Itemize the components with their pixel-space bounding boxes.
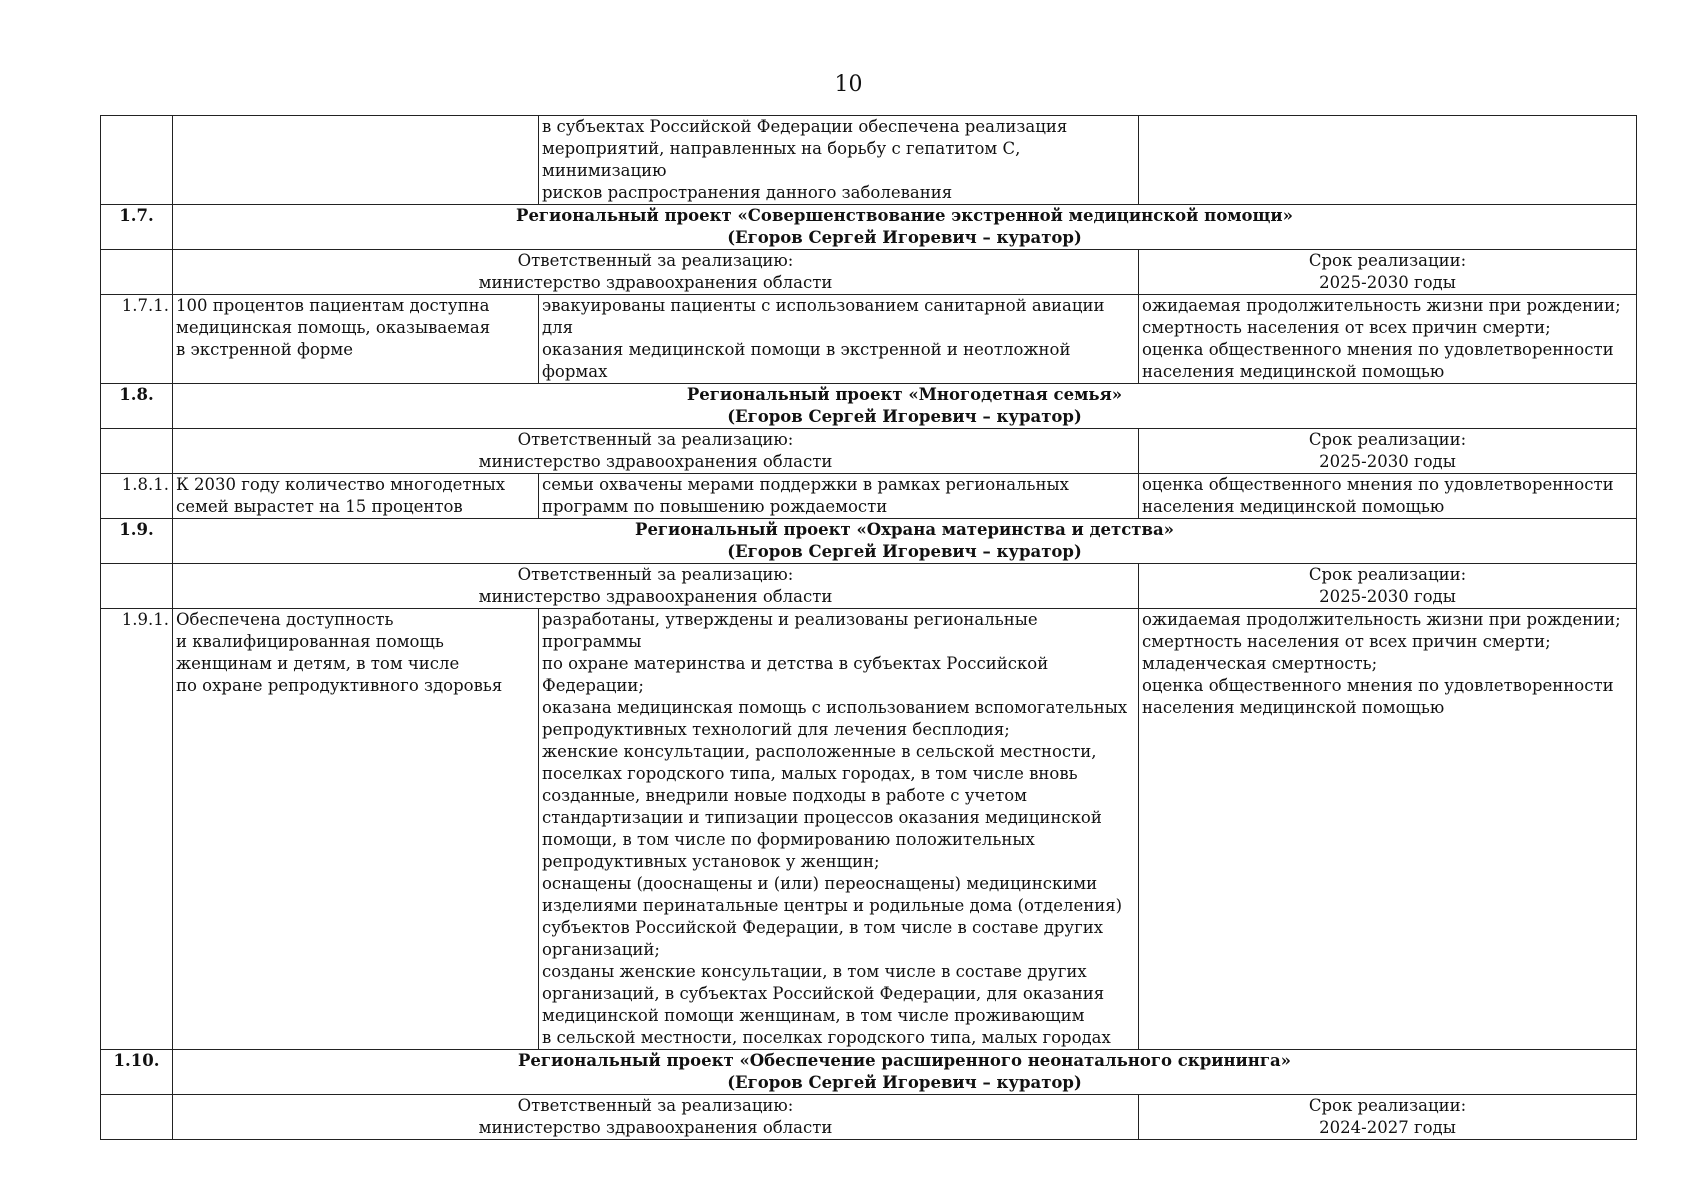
term-label: Срок реализации: [1308, 430, 1467, 449]
project-header-row [101, 1050, 1637, 1095]
project-number: 1.8. [101, 384, 173, 429]
row-number: 1.7.1. [101, 295, 173, 384]
project-curator: (Егоров Сергей Игоревич – куратор) [727, 407, 1082, 426]
project-curator: (Егоров Сергей Игоревич – куратор) [727, 1073, 1082, 1092]
result-cell: в субъектах Российской Федерации обеспечена реализация мероприятий, направленных на борьбу с гепатитом С, минимизацию рисков распространения данного заболевания [539, 116, 1139, 205]
responsible-cell [173, 1095, 1139, 1140]
project-header-row [101, 205, 1637, 250]
project-number: 1.9. [101, 519, 173, 564]
responsible-cell [173, 564, 1139, 609]
responsible-label: Ответственный за реализацию: [517, 1096, 794, 1115]
empty-cell [101, 250, 173, 295]
responsible-label: Ответственный за реализацию: [517, 565, 794, 584]
responsible-row [101, 250, 1637, 295]
number-cell [101, 116, 173, 205]
project-title-cell [173, 1050, 1637, 1095]
responsible-label: Ответственный за реализацию: [517, 430, 794, 449]
responsible-row [101, 429, 1637, 474]
indicators-cell: ожидаемая продолжительность жизни при рождении; смертность населения от всех причин смерти; оценка общественного мнения по удовлетворенности населения медицинской помощью [1139, 295, 1637, 384]
responsible-cell [173, 429, 1139, 474]
page-number: 10 [834, 72, 863, 97]
responsible-value: министерство здравоохранения области [478, 587, 833, 606]
term-cell [1139, 250, 1637, 295]
row-number: 1.8.1. [101, 474, 173, 519]
project-header-row [101, 519, 1637, 564]
responsible-cell [173, 250, 1139, 295]
term-cell [1139, 429, 1637, 474]
indicators-cell [1139, 116, 1637, 205]
task-cell: Обеспечена доступность и квалифицированная помощь женщинам и детям, в том числе по охране репродуктивного здоровья [173, 609, 539, 1050]
term-label: Срок реализации: [1308, 1096, 1467, 1115]
empty-cell [101, 564, 173, 609]
term-cell [1139, 1095, 1637, 1140]
result-cell: разработаны, утверждены и реализованы региональные программы по охране материнства и детства в субъектах Российской Федерации; оказана медицинская помощь с использованием вспомогательных репродуктивных технологий для лечения бесплодия; женские консультации, расположенные в сельской местности, поселках городского типа, малых городах, в том числе вновь созданные, внедрили новые подходы в работе с учетом стандартизации и типизации процессов оказания медицинской помощи, в том числе по формированию положительных репродуктивных установок у женщин; оснащены (дооснащены и (или) переоснащены) медицинскими изделиями перинатальные центры и родильные дома (отделения) субъектов Российской Федерации, в том числе в составе других организаций; созданы женские консультации, в том числе в составе других организаций, в субъектах Российской Федерации, для оказания медицинской помощи женщинам, в том числе проживающим в сельской местности, поселках городского типа, малых городах [539, 609, 1139, 1050]
responsible-label: Ответственный за реализацию: [517, 251, 794, 270]
empty-cell [101, 429, 173, 474]
term-cell [1139, 564, 1637, 609]
indicators-cell: ожидаемая продолжительность жизни при рождении; смертность населения от всех причин смерти; младенческая смертность; оценка общественного мнения по удовлетворенности населения медицинской помощью [1139, 609, 1637, 1050]
carryover-row [101, 116, 1637, 205]
project-title: Региональный проект «Многодетная семья» [686, 385, 1123, 404]
project-curator: (Егоров Сергей Игоревич – куратор) [727, 228, 1082, 247]
row-number: 1.9.1. [101, 609, 173, 1050]
project-title: Региональный проект «Обеспечение расширенного неонатального скрининга» [518, 1051, 1291, 1070]
task-cell [173, 116, 539, 205]
term-value: 2025-2030 годы [1319, 587, 1456, 606]
task-cell: К 2030 году количество многодетных семей вырастет на 15 процентов [173, 474, 539, 519]
indicators-cell: оценка общественного мнения по удовлетворенности населения медицинской помощью [1139, 474, 1637, 519]
responsible-value: министерство здравоохранения области [478, 273, 833, 292]
project-title-cell [173, 205, 1637, 250]
project-number: 1.10. [101, 1050, 173, 1095]
table-row [101, 295, 1637, 384]
result-cell: семьи охвачены мерами поддержки в рамках региональных программ по повышению рождаемости [539, 474, 1139, 519]
table-row [101, 474, 1637, 519]
project-title: Региональный проект «Охрана материнства и детства» [635, 520, 1174, 539]
result-cell: эвакуированы пациенты с использованием санитарной авиации для оказания медицинской помощи в экстренной и неотложной формах [539, 295, 1139, 384]
projects-table [100, 115, 1637, 1140]
term-value: 2024-2027 годы [1319, 1118, 1456, 1137]
term-value: 2025-2030 годы [1319, 273, 1456, 292]
project-number: 1.7. [101, 205, 173, 250]
term-value: 2025-2030 годы [1319, 452, 1456, 471]
responsible-value: министерство здравоохранения области [478, 452, 833, 471]
project-header-row [101, 384, 1637, 429]
responsible-row [101, 564, 1637, 609]
term-label: Срок реализации: [1308, 251, 1467, 270]
task-cell: 100 процентов пациентам доступна медицинская помощь, оказываемая в экстренной форме [173, 295, 539, 384]
empty-cell [101, 1095, 173, 1140]
table-row [101, 609, 1637, 1050]
project-title-cell [173, 384, 1637, 429]
term-label: Срок реализации: [1308, 565, 1467, 584]
project-title: Региональный проект «Совершенствование экстренной медицинской помощи» [516, 206, 1293, 225]
project-title-cell [173, 519, 1637, 564]
responsible-value: министерство здравоохранения области [478, 1118, 833, 1137]
responsible-row [101, 1095, 1637, 1140]
project-curator: (Егоров Сергей Игоревич – куратор) [727, 542, 1082, 561]
